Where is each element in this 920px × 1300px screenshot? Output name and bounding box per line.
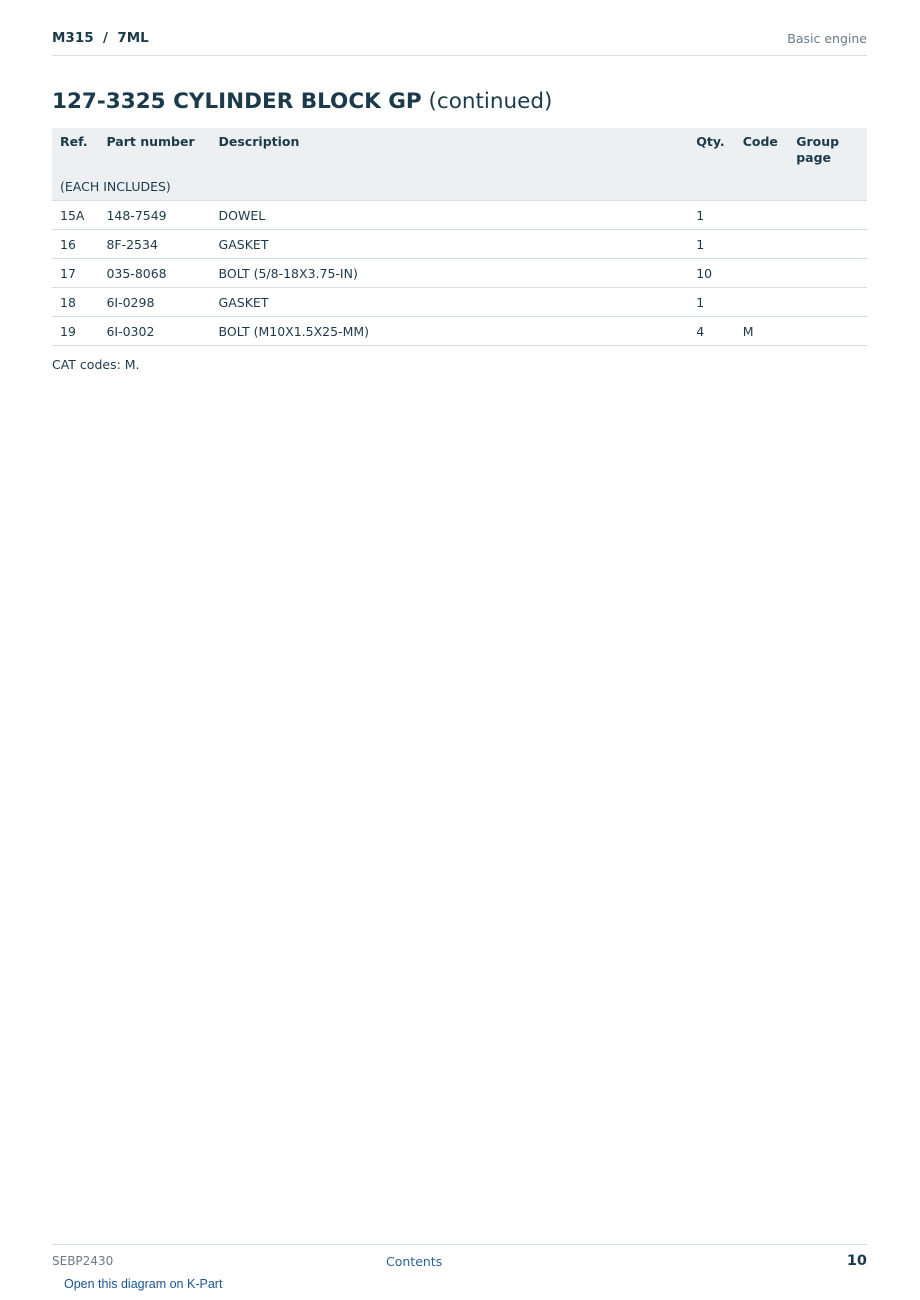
cell-qty: 1 — [688, 288, 734, 317]
cell-part-number: 148-7549 — [98, 201, 210, 230]
table-row — [52, 230, 867, 259]
table-header-row — [52, 128, 867, 174]
cell-code — [735, 230, 789, 259]
cell-ref: 17 — [52, 259, 98, 288]
cell-qty: 10 — [688, 259, 734, 288]
cell-qty: 1 — [688, 230, 734, 259]
column-header-ref: Ref. — [52, 128, 98, 174]
cell-code — [735, 259, 789, 288]
cell-ref: 16 — [52, 230, 98, 259]
cell-part-number: 6I-0298 — [98, 288, 210, 317]
cell-ref: 19 — [52, 317, 98, 346]
cell-code — [735, 201, 789, 230]
cell-group-page — [788, 288, 867, 317]
column-header-code: Code — [735, 128, 789, 174]
table-row — [52, 259, 867, 288]
open-kpart-link[interactable]: Open this diagram on K-Part — [64, 1277, 223, 1291]
cell-code — [735, 288, 789, 317]
table-row — [52, 201, 867, 230]
continued-label: (continued) — [428, 89, 553, 114]
cell-group-page — [788, 201, 867, 230]
cell-group-page — [788, 317, 867, 346]
part-group-title: 127-3325 CYLINDER BLOCK GP — [52, 89, 422, 114]
page-footer — [52, 1244, 867, 1275]
column-header-description: Description — [211, 128, 689, 174]
column-header-group-page: Group page — [788, 128, 867, 174]
cat-codes-note: CAT codes: M. — [52, 357, 140, 372]
cell-description: DOWEL — [211, 201, 689, 230]
document-id: SEBP2430 — [52, 1254, 114, 1268]
cell-group-page — [788, 259, 867, 288]
cell-ref: 18 — [52, 288, 98, 317]
parts-table — [52, 128, 867, 346]
cell-ref: 15A — [52, 201, 98, 230]
page-title — [52, 89, 552, 114]
page-header — [52, 28, 867, 56]
contents-link[interactable]: Contents — [386, 1254, 443, 1269]
cell-part-number: 6I-0302 — [98, 317, 210, 346]
model-label: M315 / 7ML — [52, 30, 149, 46]
group-note: (EACH INCLUDES) — [52, 174, 867, 201]
cell-description: BOLT (M10X1.5X25-MM) — [211, 317, 689, 346]
table-row — [52, 288, 867, 317]
cell-description: GASKET — [211, 230, 689, 259]
column-header-part-number: Part number — [98, 128, 210, 174]
page-number: 10 — [846, 1253, 867, 1269]
column-header-qty: Qty. — [688, 128, 734, 174]
cell-group-page — [788, 230, 867, 259]
cell-qty: 4 — [688, 317, 734, 346]
cell-qty: 1 — [688, 201, 734, 230]
cell-code: M — [735, 317, 789, 346]
table-row — [52, 317, 867, 346]
cell-part-number: 035-8068 — [98, 259, 210, 288]
cell-description: GASKET — [211, 288, 689, 317]
cell-description: BOLT (5/8-18X3.75-IN) — [211, 259, 689, 288]
group-note-row — [52, 174, 867, 201]
section-label: Basic engine — [787, 31, 867, 46]
cell-part-number: 8F-2534 — [98, 230, 210, 259]
